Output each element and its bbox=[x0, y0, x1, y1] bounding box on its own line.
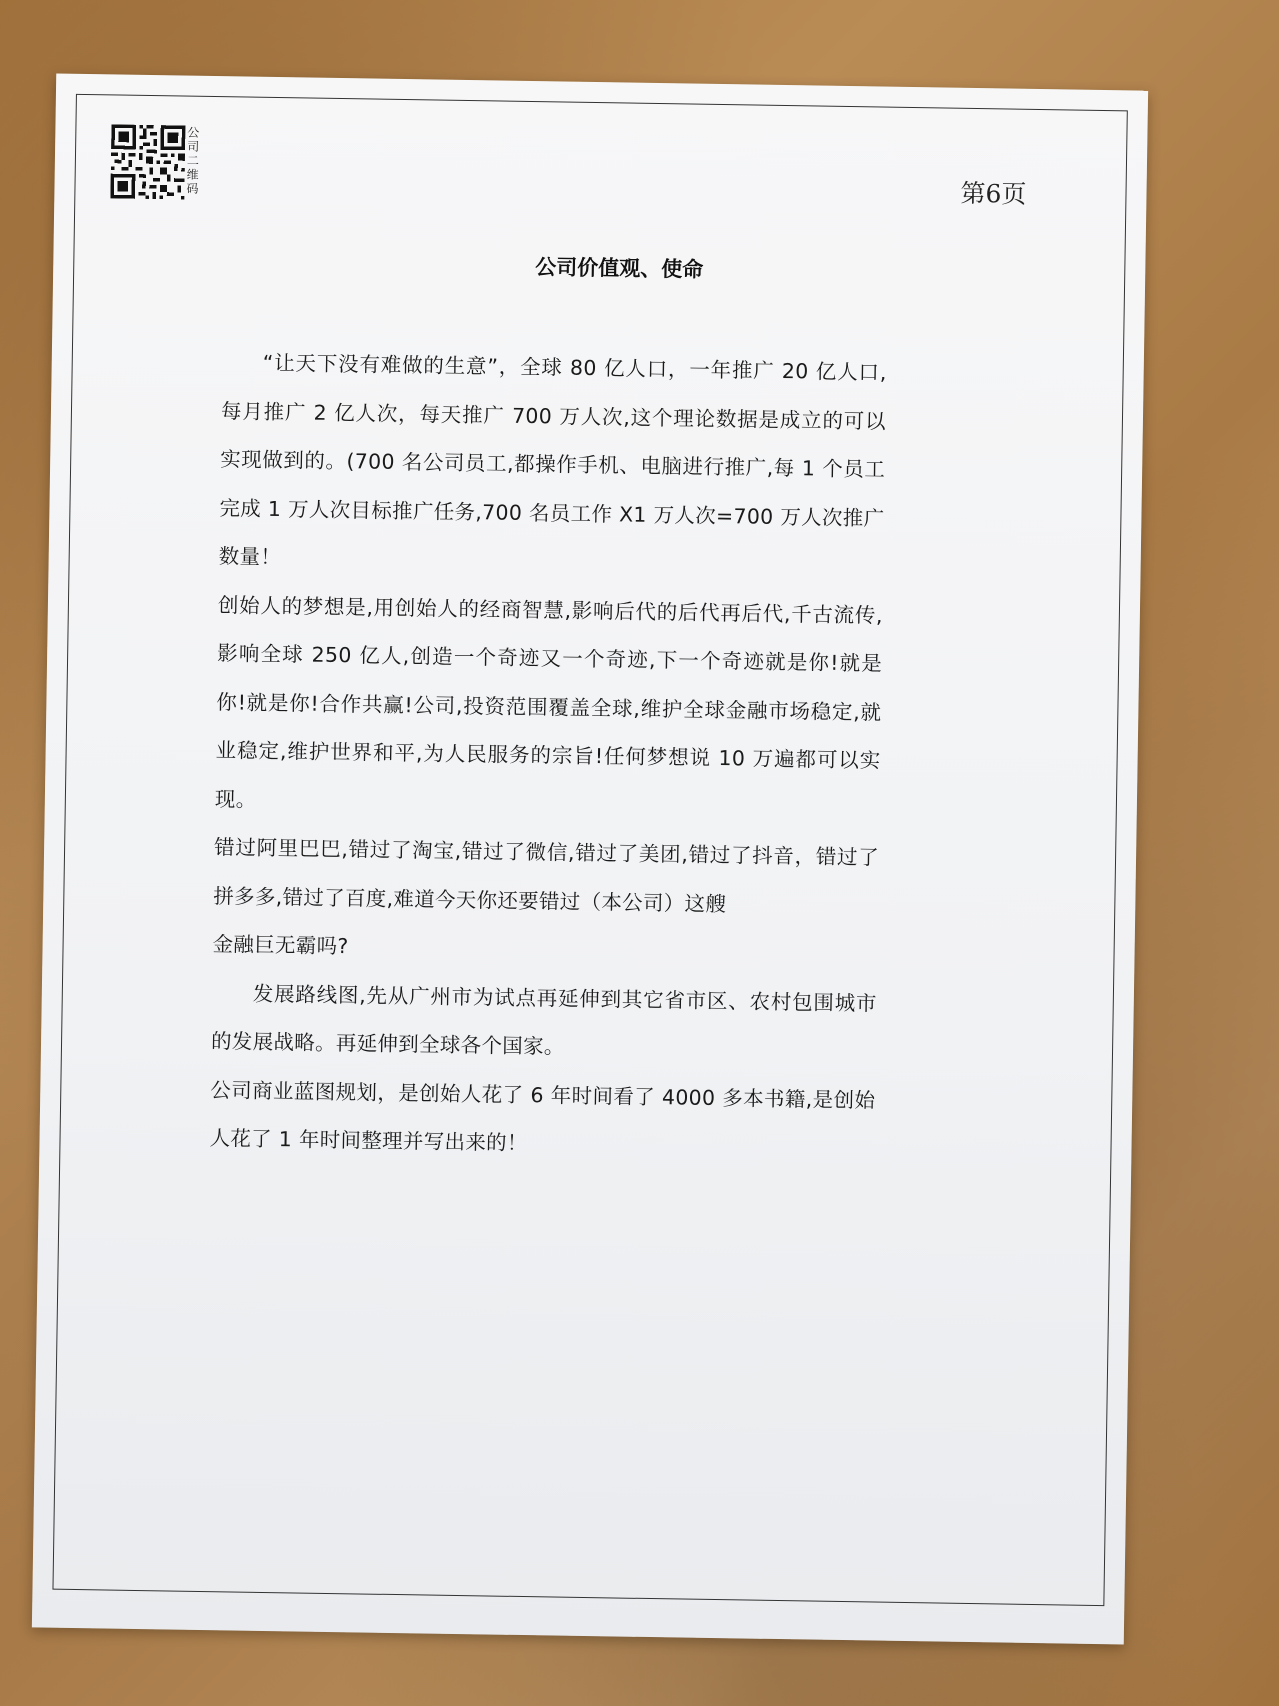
paper-sheet bbox=[32, 74, 1148, 1645]
paragraph: 创始人的梦想是,用创始人的经商智慧,影响后代的后代再后代,千古流传,影响全球 250 亿人,创造一个奇迹又一个奇迹,下一个奇迹就是你!就是你!就是你!合作共赢!公司,投资范围覆盖全球,维护全球金融市场稳定,就业稳定,维护世界和平,为人民服务的宗旨!任何梦想说 10 万遍都可以实现。 bbox=[214, 592, 884, 812]
qr-label-char: 司 bbox=[187, 139, 200, 154]
paragraph: 发展路线图,先从广州市为试点再延伸到其它省市区、农村包围城市的发展战略。再延伸到全球各个国家。 bbox=[210, 981, 877, 1059]
qr-code-label bbox=[186, 126, 201, 196]
qr-label-char: 维 bbox=[186, 167, 199, 182]
paragraph: “让天下没有难做的生意”，全球 80 亿人口，一年推广 20 亿人口,每月推广 2 亿人次，每天推广 700 万人次,这个理论数据是成立的可以实现做到的。(700 名公司员工,都操作手机、电脑进行推广,每 1 个员工完成 1 万人次目标推广任务,700 名员工作 X1 万人次=700 万人次推广数量！ bbox=[218, 350, 887, 570]
qr-label-char: 二 bbox=[186, 153, 200, 168]
paragraph: 公司商业蓝图规划，是创始人花了 6 年时间看了 4000 多本书籍,是创始人花了 1 年时间整理并写出来的！ bbox=[209, 1077, 876, 1156]
qr-label-char: 码 bbox=[186, 181, 199, 196]
qr-code-icon bbox=[110, 124, 185, 199]
page-number: 第6页 bbox=[960, 178, 1027, 209]
paragraph: 错过阿里巴巴,错过了淘宝,错过了微信,错过了美团,错过了抖音，错过了拼多多,错过了百度,难道今天你还要错过（本公司）这艘 bbox=[213, 835, 880, 916]
paragraph: 金融巨无霸吗? bbox=[212, 932, 349, 959]
qr-label-char: 公 bbox=[187, 125, 200, 140]
document-body bbox=[209, 338, 887, 1173]
page-title: 公司价值观、使命 bbox=[535, 255, 704, 282]
